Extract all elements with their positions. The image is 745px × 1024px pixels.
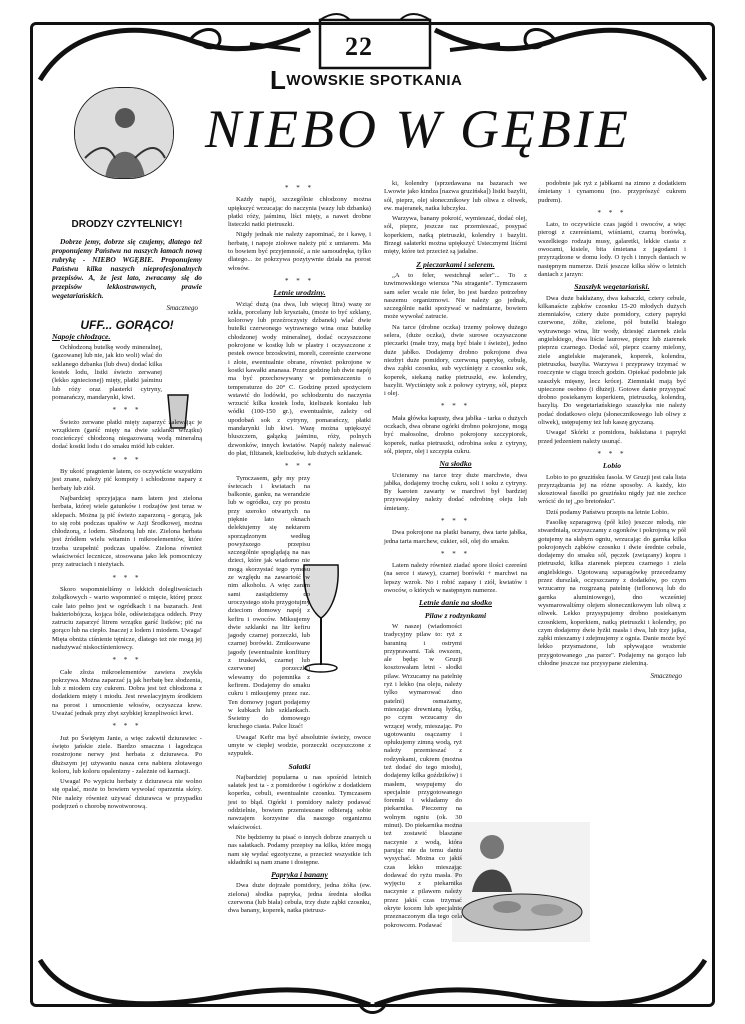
paragraph: Lato, to oczywiście czas jagód i owoców, a więc pierogi z czereśniami, wiśniami, czarną borówką, wszelkiego rodzaju musy, galaretki, lekkie ciasta z owocami, kisiele, bita śmietana z jagodami i przyrządzone w domu lody. O tych i innych daniach w następnym numerze. Dziś jeszcze kilka słów o letnich daniach z jarzyn: (538, 221, 686, 278)
paragraph: Najbardziej sprzyjająca nam latem jest zielona herbata, której wiele gatunków i rodzajów jest teraz w sklepach. Można ją pić świeżo zaparzoną - gorącą, jak to się robi podczas upałów w Azji Środkowej, można chłodzoną, z lodem. Słodzoną lub nie. Zielona herbata jest źródłem wielu witamin i mikroelementów, które trzeba uzupełnić podczas upałów. Zielona również właściwości lecznicze, stosowana jako lek pomocniczy przy zatruciach i nieżytach. (52, 494, 202, 569)
separator-stars: * * * (285, 184, 314, 192)
bottom-scroll-ornament (30, 950, 715, 1020)
masthead-text: WOWSKIE SPOTKANIA (286, 72, 463, 89)
section-title-salatki: Sałatki (288, 761, 311, 771)
paragraph: ki, kolendry (sprzedawana na bazarach we Lwowie jako kindza [nazwa gruzińska]) listki bazylii, sól, pieprz, olej słonecznikowy lub oliwa z oliwek, ew. majeranek, natka lubczyku. (384, 180, 527, 212)
separator-stars: * * * (597, 449, 627, 458)
paragraph: Tymczasem, gdy my przy świecach i kwiatach na balkonie, ganku, na werandzie lub w ogródku, czy po prostu przy szeroko otwartych na pięknie lato oknach delektujemy się nektarem sporządzonym według powyższego przepisu szczególnie spoglądają na nas dzieci, które jak wiadomo nie mogą skorzystać tego rymesu ze względu na zawartość w nim alkoholu. A więc zanim sami zasiądziemy do uroczystego stołu przygotujmy dzieciom domowy napój z kefiru i owoców. Miksujemy dwie szklanki na litr kefiru jagody czarnej porzeczki, lub czarnej borówki. Zmiksowane jagody (ewentualnie konfitury z truskawki, czarnej lub czerwonej porzeczki) wlewamy do pojemnika z kefirem. Dodajemy do smaku cukru i miksujemy przez raz. Ten domowy jogurt podajemy w kubkach lub szklankach. Świetny do domowego kruchego ciasta. Palce lizać! (228, 474, 310, 731)
masthead (270, 65, 462, 96)
recipe-title-pilaw: Pilaw z rodzynkami (424, 610, 487, 620)
paragraph: Na tarce (drobne oczka) trzemy połowę dużego selera, (duże oczka), dwie surowe oczyszczone pieczarki (małe trzy, mają być białe i świeże), jedno duże jabłko. Dodajemy drobno pokrojone dwa niezbyt duże pomidory, czerwoną paprykę, cebulę, dwa ząbki czosnku, sub wyciśnięty z czosnku sok, koperek, siekaną natkę pietruszki, ew. kolendry, bazylii. Wyciśnięty sok z połowy cytryny, sól, pieprz i olej. (384, 323, 527, 398)
separator-stars: * * * (441, 516, 470, 525)
separator-stars: * * * (441, 549, 470, 558)
paragraph: By ukoić pragnienie latem, co oczywiście wszystkim jest znane, należy pić kompoty i schłodzone napary z herbaty lub ziół. (52, 468, 202, 492)
paragraph: Lobio to po gruzińsku fasola. W Gruzji jest cała lista przyrządzania jej na różne sposoby. A każdy, kto skosztował fasolki po gruzińsku nigdy już nie zechce wrócić do tej „po bretońsku". (538, 473, 686, 506)
paragraph: Ochłodzoną butelkę wody mineralnej, (gazowanej lub nie, jak kto woli) wlać do szklanego dzbanka (lub dwu) dodać kilka kostek lodu, listki świeżo zerwanej (lekko zgniecionej) mięty, płatki jaśminu lub róży oraz plasterki cytryny, pomarańczy, mandarynki, kiwi. (52, 344, 162, 401)
paragraph: Najbardziej popularna u nas spośród letnich sałatek jest ta - z pomidorów i ogórków z dodatkiem koperku, cebuli, ewentualnie czosnku. Tymczasem jest to błąd. Ogórki i pomidory należy podawać oddzielnie, bowiem przemieszane odbierają sobie nawzajem korzystne dla naszego organizmu właściwości. (228, 773, 371, 831)
paragraph: Dwa duże bakłażany, dwa kabaczki, cztery cebule, kilkanaście ząbków czosnku 15-20 młodych dużych ziemniaków, cztery duże pomidory, cztery papryki czerwone, żółte, zielone, pół butelki białego wytrawnego wina, litr wody, dziesięć ziarenek ziela angielskiego, dwa liście laurowe, pieprz lub ziarenek pieprzu czarnego. Dodać sól, pieprz czarny mielony, ziele angielskie majeranek, koperek, kolendra, pietruszka, bazylia. Warzywa i przyprawy trzymać w rozczynie w ciągu trzech godzin. Opiekać podobnie jak szaszłyk mięsny, lecz krócej. Ziemniaki mają być upieczone osobno (i dłużej). Gotowe danie przysypać drobno posiekanym koperkiem, pietruszką, kolendrą, bazylią. Do wegetariańskiego szaszłyka nie należy podać dodatkowo oleju (słonecznikowego lub oliwy z oliwek), ustępujemy też lub kaszę gryczaną. (538, 294, 686, 427)
paragraph: Ucieramy na tarce trzy duże marchwie, dwa jabłka, dodajemy trochę cukru, soli i soku z cytryny. By karoten zawarty w marchwi był bardziej przyswajalny należy dodać odrobinę oleju lub śmietany. (384, 471, 527, 512)
recipe-title-seler: Z pieczarkami i selerem. (416, 259, 495, 269)
column-4 (538, 180, 686, 681)
separator-stars: * * * (597, 208, 627, 217)
column-2 (228, 180, 371, 918)
recipe-title-danie: Letnie danie na słodko (419, 598, 492, 608)
paragraph: Dwa pokrojone na płatki banany, dwa tarte jabłka, jedna tarta marchew, cukier, sól, olej do smaku. (384, 529, 527, 545)
recipe-title-lobio: Lobio (602, 461, 622, 471)
recipe-title-szaszlyk: Szaszłyk wegetariański. (574, 282, 650, 292)
intro-paragraph: Dobrze jemy, dobrze się czujemy, dlatego też proponujemy Państwu na naszych łamach nową rubrykę - NIEBO WGĘBIE. Proponujemy Państwu kilka naszych nieprofesjonalnych przepisów. A, że jest lato, zwracamy się do przepisów lekkostrawnych, prawie wegetariańskich. (52, 237, 202, 301)
paragraph: Każdy napój, szczególnie chłodzony można upiększyć wrzucając do naczynia (wazy lub dzbanka) płatki róży, jaśminu, liści mięty, a nawet drobne listeczki natki pietruszki. (228, 196, 371, 229)
paragraph: Fasolkę szparagową (pół kilo) jeszcze młodą, nie stwardniałą, oczyszczamy z ogonków i pokrojoną w pół gotujemy na słabym ogniu, wrzucając do garnka kilka pokrojonych ząbków czosnku i dwie średnie cebule, dodajemy do smaku sól, pęczek (związany) kopru i pietruszki, kilka ziarenek pieprzu czarnego i ziela angielskiego. Ugotowaną szparagówkę przecedzamy przez durszlak, oczyszczamy z dodatków, po czym wrzucamy na rozgrzaną patelnię (teflonową lub do garnka aluminiowego), dno wcześniej wysmarowaliśmy olejem słonecznikowym lub oliwą z oliwek. Lekko przysypujemy drobno posiekanym czosnkiem, koperkiem, natką pietruszki i kolendry, po czym dodajemy dwie łyżki masła i dwa, lub trzy jajka, ząbki mieszamy i zdejmujemy z ognia. Danie może być lekko przysmażone, lub spływające wrażenie przygotowanego „na parze". Podajemy na gorąco lub chłodne jeszcze raz przysypane zieleniną. (538, 518, 686, 668)
column-3 (384, 180, 527, 932)
separator-stars: * * * (285, 276, 314, 285)
paragraph: W naszej (wiadomości tradycyjny pilaw to: ryż z baraniną i ostrymi przyprawami. Tak owszem, ale będąc w Gruzji kosztowałam letni - słodki pilaw. Wrzucamy na patelnię ryż i lekko (na oleju, należy tylko wymarować dno patelni) osmażamy, mieszając drewnianą łyżką, po czym wrzucamy do wrzącej wody, mieszając. Po ugotowaniu osączamy i opłukujemy zimną wodą, ryż należy przemieszać z rodzynkami, cukrem (można też dodać do tego miodu), dodajemy kilka goździków) i masłem, wsypujemy do specjalnie przygotowanego foremki i wkładamy do piekarnika. Pieczemy na wolnym ogniu (ok. 30 minut). Do piekarnika można też zostawić blaszane naczynie z wodą, która parując nie da temu daniu wysychać. Można co jakiś czas lekko mieszając dodawać do ryżu masła. Po wyjęciu z piekarnika naczynie z pilawem należy przez jakiś czas trzymać okryte kocem lub specjalnie przeznaczonym dla tego cela pokrowcem. Podawać (384, 622, 462, 929)
paragraph: Uwaga! Kefir ma być absolutnie świeży, owoce umyte w ciepłej wodzie, porzeczki oczyszczone z szypułek. (228, 733, 371, 758)
paragraph: Całe złoża mikroelementów zawiera zwykła pokrzywa. Można zaparzać ją jak herbatę bez słodzenia, lub z miodem czy cukrem. Dobra jest też chłodzona z dodatkiem mięty i miodu. Jest rewelacyjnym środkiem na porost i umocnienie włosów, oczyszcza krew. Uważać jednak przy zbyt szybkiej krzepliwości krwi. (52, 668, 202, 718)
separator-stars: * * * (112, 406, 142, 415)
paragraph: Dwa duże dojrzałe pomidory, jedna żółta (ew. zielona) słodka papryka, jedna średnia słodka czerwona (lub biała) cebula, trzy duże ząbki czosnku, dwa banany, koperek, natka pietrusz- (228, 882, 371, 915)
intro-signature: Smacznego (166, 304, 198, 313)
paragraph: Nigdy jednak nie należy zapominać, że i kawę, i herbatę, i napoje ziołowe należy pić z umiarem. Ma to bowiem być przyjemność, a nie samoudręka, tylko dlatego... że pokrzywa pozytywnie działa na porost włosów. (228, 231, 371, 272)
page-number: 22 (345, 32, 373, 61)
paragraph: Już po Świętym Janie, a więc zakwitł dziurawiec - święto jańskie ziele. Bardzo smaczna i łagodząca rozstrojone nerwy jest herbata z dziurawca. Po dłuższym jej używaniu nasza cera nabiera złotawego koloru, lub koloru opalenizny - zależnie od karnacji. (52, 734, 202, 775)
recipe-title-napoje: Napoje chłodzące. (52, 331, 111, 341)
page-title: NIEBO W GĘBIE (205, 99, 631, 159)
closing-signature: Smacznego (650, 672, 682, 681)
paragraph: Wziąć dużą (na dwa, lub więcej litra) wazę ze szkła, porcelany lub kryształu, (może to być szklany, kolorowy lub przeźroczysty dzbanek) wlać dwie butelki czerwonego wytrawnego wina oraz butelkę chłodzonej wody mineralnej, dodać oczyszczone pokrojone w kostkę lub w plastry i oczyszczone z pestek owoce brzoskwini, moreli, czereśnie czerwone i złote, ewentualnie obrane, również pokrojone w kostki kawałki ananasa. Przez godzinę lub dwie napój ma być przechowywany w pomieszczeniu o temperaturze do 20° C. Godzinę przed spożyciem wstawić do lodówki, po schłodzeniu do naczynia wrzucić kilka kostek lodu, kieliszek koniaku lub wódki (100-150 gr.), ewentualnie, zależy od upodobań sok z cytryny, pomarańczy, płatki mandarynki lub kiwi. Wazę można upiększyć bluszczem, gałązką jaśminu, róży, polnych dzwonków, innych kwiatów. Napój należy nalewać do płat, filiżanek, kieliszków, lub dużych szklanek. (228, 300, 371, 457)
paragraph: Latem należy również ziadać spore ilości czereśni (na serce i stawy), czarnej borówki + marchwi na lepszy wzrok. No i robić zapasy i ziół, kwiatów i owoców, o których w następnym numerze. (384, 562, 527, 595)
paragraph: Świeżo zerwane płatki mięty zaparzyć zalewając je wrzątkiem (garść mięty na dwie szklanki wrzątku) rozcieńczyć chłodzoną niegazowaną wodą mineralną dodać kostki lodu i do smaku miód lub cukier. (52, 418, 202, 451)
separator-stars: * * * (112, 722, 142, 731)
paragraph: „A to feler, westchnął seler"... To z tuwimowskiego wiersza "Na straganie". Tymczasem sam seler wcale nie feler, bo jest bardzo potrzebny naszemu organizmowi. Nie należy go jednak, szczególnie natki spożywać w nadmiarze, bowiem może wywołać zatrucie. (384, 271, 527, 321)
paragraph: Dziś podamy Państwu przepis na letnie Lobio. (546, 508, 669, 516)
recipe-title-slodko: Na słodko (439, 459, 472, 469)
separator-stars: * * * (112, 455, 142, 464)
paragraph: Uwaga! Skórki z pomidora, bakłażana i papryki przed jedzeniem należy usunąć. (538, 429, 686, 445)
paragraph: Skoro wspomnieliśmy o lekkich dolegliwościach żołądkowych - warto wspomnieć o mięcie, której przez całe lato pełno jest w ogródkach i na bazarach. Jest bakteriobójcza, kojąca bóle, odświeżająca oddech. Przy zatruciu zaparzyć litrem wrzątku garść listków; pić na gorąco lub na ciepło. Inaczej z lodem i miodem. Uwaga! Mięta obniża ciśnienie tętnicze, dlatego też nie mogą jej nadużywać niskociśnieniowcy. (52, 585, 202, 651)
lady-illustration (74, 87, 174, 179)
separator-stars: * * * (112, 573, 142, 582)
paragraph: Warzywa, banany pokroić, wymieszać, dodać olej, sól, pieprz, jeszcze raz przemieszać, posypać koperkiem, natką pietruszki, kolendry i bazylii. Brzegi sałaterki można upiększyć Ustecznymi liśćmi mięty, które też przecież są jadalne. (384, 215, 527, 256)
recipe-title-papryka: Papryka i banany (271, 870, 328, 880)
column-1 (52, 215, 202, 813)
paragraph: Mała główka kapusty, dwa jabłka - tarka o dużych oczkach, dwa obrane ogórki drobno pokrojone, mogą być małosolne, drobno pokrojony szczypiorek, koperek, natka pietruszki, odrobina soku z cytryny, sól, pieprz, olej i szczypta cukru. (384, 414, 527, 455)
paragraph: Nie będziemy tu pisać o innych dobrze znanych u nas sałatkach. Podamy przepisy na kilka, które mogą nam się wydać egzotyczne, a przecież wszystkie ich składniki są nam znane i dostępne. (228, 833, 371, 866)
paragraph: podobnie jak ryż z jabłkami na zimno z dodatkiem śmietany i cynamonu (no. przyprószyć cukrem pudrem). (538, 180, 686, 204)
masthead-initial: L (270, 65, 287, 95)
separator-stars: * * * (112, 656, 142, 665)
greeting-heading: DRODZY CZYTELNICY! (71, 219, 183, 230)
separator-stars: * * * (285, 462, 314, 471)
recipe-title-urodziny: Letnie urodziny. (273, 288, 326, 298)
separator-stars: * * * (441, 402, 470, 411)
section-heading-uff: UFF... GORĄCO! (80, 317, 174, 332)
paragraph: Uwaga! Po wypiciu herbaty z dziurawca nie wolno się opalać, może to bowiem wywołać oparzenia skóry. Nie należy również używać dziurawca w przypadku podejrzeń o chorobę nowotworową. (52, 778, 202, 811)
